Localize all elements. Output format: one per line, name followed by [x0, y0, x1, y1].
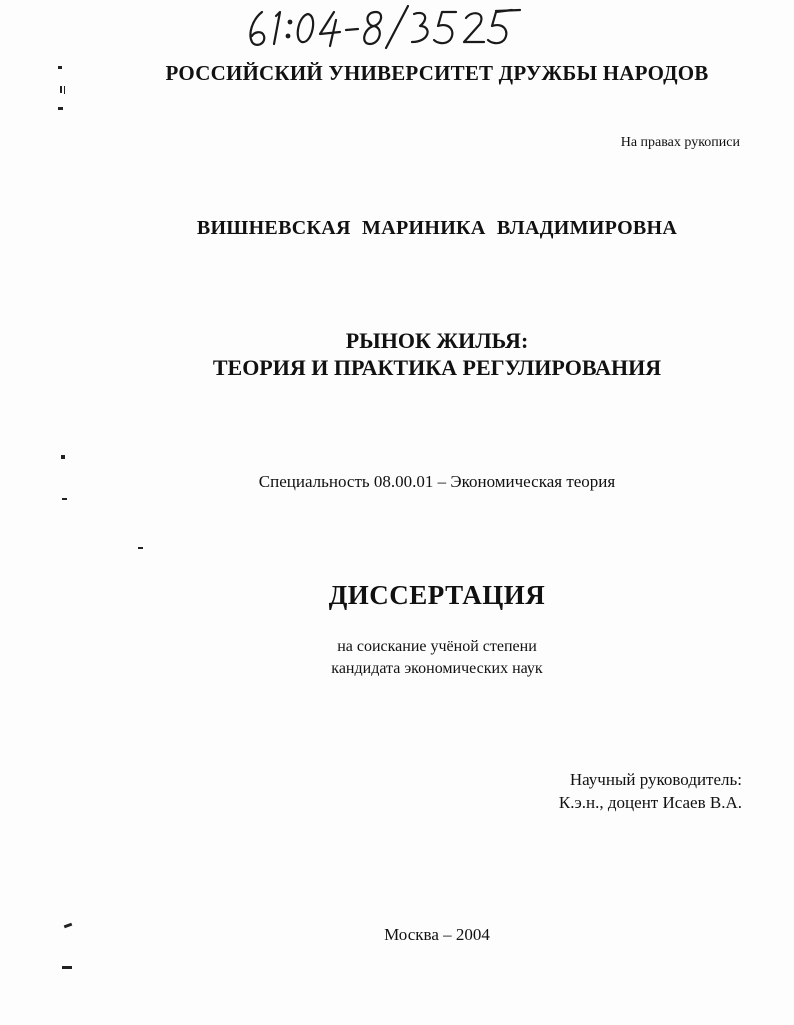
author-name: ВИШНЕВСКАЯ МАРИНИКА ВЛАДИМИРОВНА	[196, 217, 678, 239]
supervisor-block	[559, 768, 742, 814]
specialty: Специальность 08.00.01 – Экономическая теория	[258, 472, 616, 491]
scan-mark	[62, 498, 67, 500]
rights-note: На правах рукописи	[620, 135, 740, 150]
document-type: ДИССЕРТАЦИЯ	[328, 580, 546, 610]
supervisor-name: К.э.н., доцент Исаев В.А.	[558, 793, 742, 812]
city-year: Москва – 2004	[384, 925, 490, 944]
scan-mark	[60, 86, 62, 93]
handwritten-archive-number	[240, 2, 530, 52]
title-line-2: ТЕОРИЯ И ПРАКТИКА РЕГУЛИРОВАНИЯ	[212, 355, 662, 380]
degree-line-1: на соискание учёной степени	[337, 638, 537, 655]
handwritten-number-image	[240, 2, 530, 52]
title-line-1: РЫНОК ЖИЛЬЯ:	[345, 328, 529, 353]
scan-mark	[58, 66, 62, 69]
degree-line-2: кандидата экономических наук	[331, 660, 543, 677]
supervisor-label: Научный руководитель:	[569, 770, 742, 789]
scan-mark	[138, 547, 143, 549]
scan-mark	[64, 86, 65, 94]
degree-info	[40, 636, 794, 680]
dissertation-title	[40, 327, 794, 381]
scan-mark	[62, 966, 72, 969]
scan-mark	[61, 455, 65, 459]
scan-mark	[58, 107, 63, 110]
university-name: РОССИЙСКИЙ УНИВЕРСИТЕТ ДРУЖБЫ НАРОДОВ	[165, 61, 709, 85]
